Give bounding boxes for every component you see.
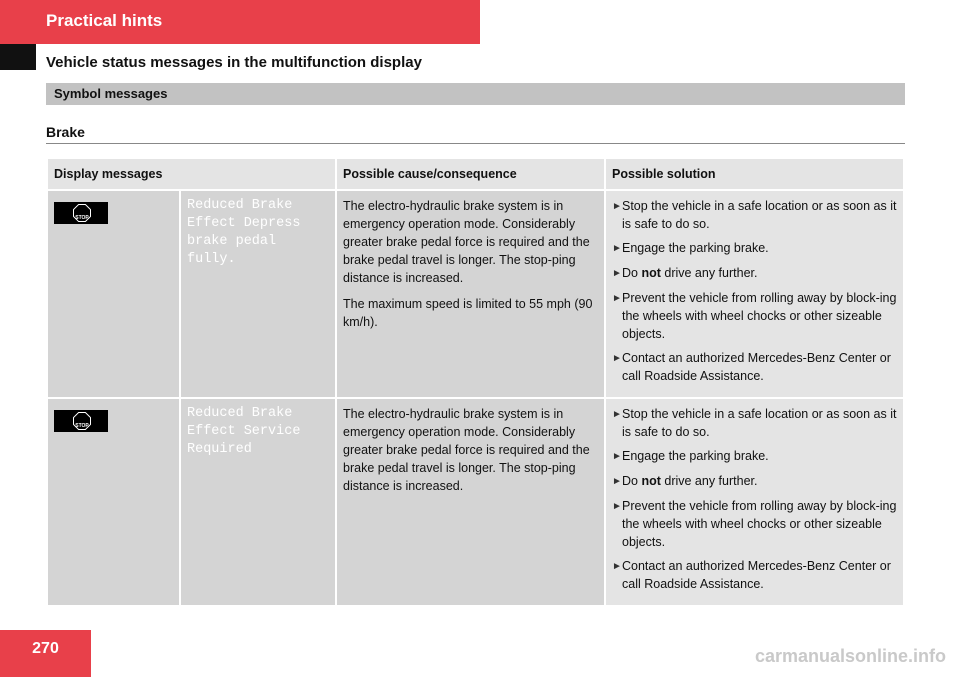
- header-section-tab: [0, 0, 480, 44]
- arrow-right-icon: ►: [612, 201, 622, 212]
- solution-step: ► Engage the parking brake.: [612, 447, 897, 466]
- arrow-right-icon: ►: [612, 409, 622, 420]
- arrow-right-icon: ►: [612, 476, 622, 487]
- page-subtitle: Vehicle status messages in the multifunction display: [46, 54, 422, 71]
- solution-step: ► Stop the vehicle in a safe location or as soon as it is safe to do so.: [612, 407, 897, 439]
- page-number: 270: [32, 640, 59, 657]
- display-message-line: Reduced Brake: [187, 406, 293, 421]
- solution-step: ► Contact an authorized Mercedes-Benz Center or call Roadside Assistance.: [612, 351, 891, 383]
- arrow-right-icon: ►: [612, 353, 622, 364]
- solution-step: ► Prevent the vehicle from rolling away by block-ing the wheels with wheel chocks or other sizeable objects.: [612, 499, 897, 549]
- column-header-solution: Possible solution: [606, 159, 903, 189]
- arrow-right-icon: ►: [612, 293, 622, 304]
- arrow-right-icon: ►: [612, 243, 622, 254]
- display-message-line: Required: [187, 442, 252, 457]
- display-message-line: Effect Depress: [187, 216, 301, 231]
- display-message-line: Effect Service: [187, 424, 301, 439]
- display-message-line: Reduced Brake: [187, 198, 293, 213]
- table-row: [48, 399, 903, 605]
- brake-stop-warning-icon: STOP: [54, 410, 108, 432]
- cause-paragraph: The electro-hydraulic brake system is in emergency operation mode. Considerably greater brake pedal force is required and the brake pedal travel is longer. The stop-ping distance is increased.: [343, 199, 590, 285]
- cause-cell: [337, 399, 604, 605]
- table-row: [48, 191, 903, 397]
- display-message-cell: [181, 399, 335, 605]
- corner-marker: [0, 44, 36, 70]
- cause-paragraph: The maximum speed is limited to 55 mph (90 km/h).: [343, 297, 593, 329]
- arrow-right-icon: ►: [612, 501, 622, 512]
- solution-step: ► Contact an authorized Mercedes-Benz Center or call Roadside Assistance.: [612, 559, 891, 591]
- watermark: carmanualsonline.info: [754, 646, 946, 666]
- solution-step: ► Engage the parking brake.: [612, 239, 897, 258]
- brake-stop-warning-icon: STOP: [54, 202, 108, 224]
- section-bar: [46, 83, 905, 105]
- display-message-line: brake pedal fully.: [187, 234, 277, 267]
- section-bar-label: Symbol messages: [54, 86, 168, 101]
- heading-rule: [46, 143, 905, 144]
- cause-paragraph: The electro-hydraulic brake system is in emergency operation mode. Considerably greater brake pedal force is required and the brake pedal travel is longer. The stop-ping distance is increased.: [343, 407, 590, 493]
- icon-cell: [48, 191, 179, 397]
- column-header-display: Display messages: [48, 159, 335, 189]
- page-number-tab: [0, 630, 91, 677]
- header-section-title: Practical hints: [46, 11, 163, 30]
- solution-step: ► Prevent the vehicle from rolling away by block-ing the wheels with wheel chocks or other sizeable objects.: [612, 291, 897, 341]
- solution-cell: [606, 191, 903, 397]
- arrow-right-icon: ►: [612, 561, 622, 572]
- solution-cell: [606, 399, 903, 605]
- arrow-right-icon: ►: [612, 268, 622, 279]
- display-message-cell: [181, 191, 335, 397]
- solution-step: ► Do not drive any further.: [612, 264, 897, 283]
- column-header-cause: Possible cause/consequence: [337, 159, 604, 189]
- cause-cell: [337, 191, 604, 397]
- solution-step: ► Stop the vehicle in a safe location or as soon as it is safe to do so.: [612, 199, 897, 231]
- icon-cell: [48, 399, 179, 605]
- arrow-right-icon: ►: [612, 451, 622, 462]
- messages-table: [46, 157, 905, 607]
- table-header-row: [48, 159, 903, 189]
- sub-heading: Brake: [46, 124, 85, 140]
- solution-step: ► Do not drive any further.: [612, 472, 897, 491]
